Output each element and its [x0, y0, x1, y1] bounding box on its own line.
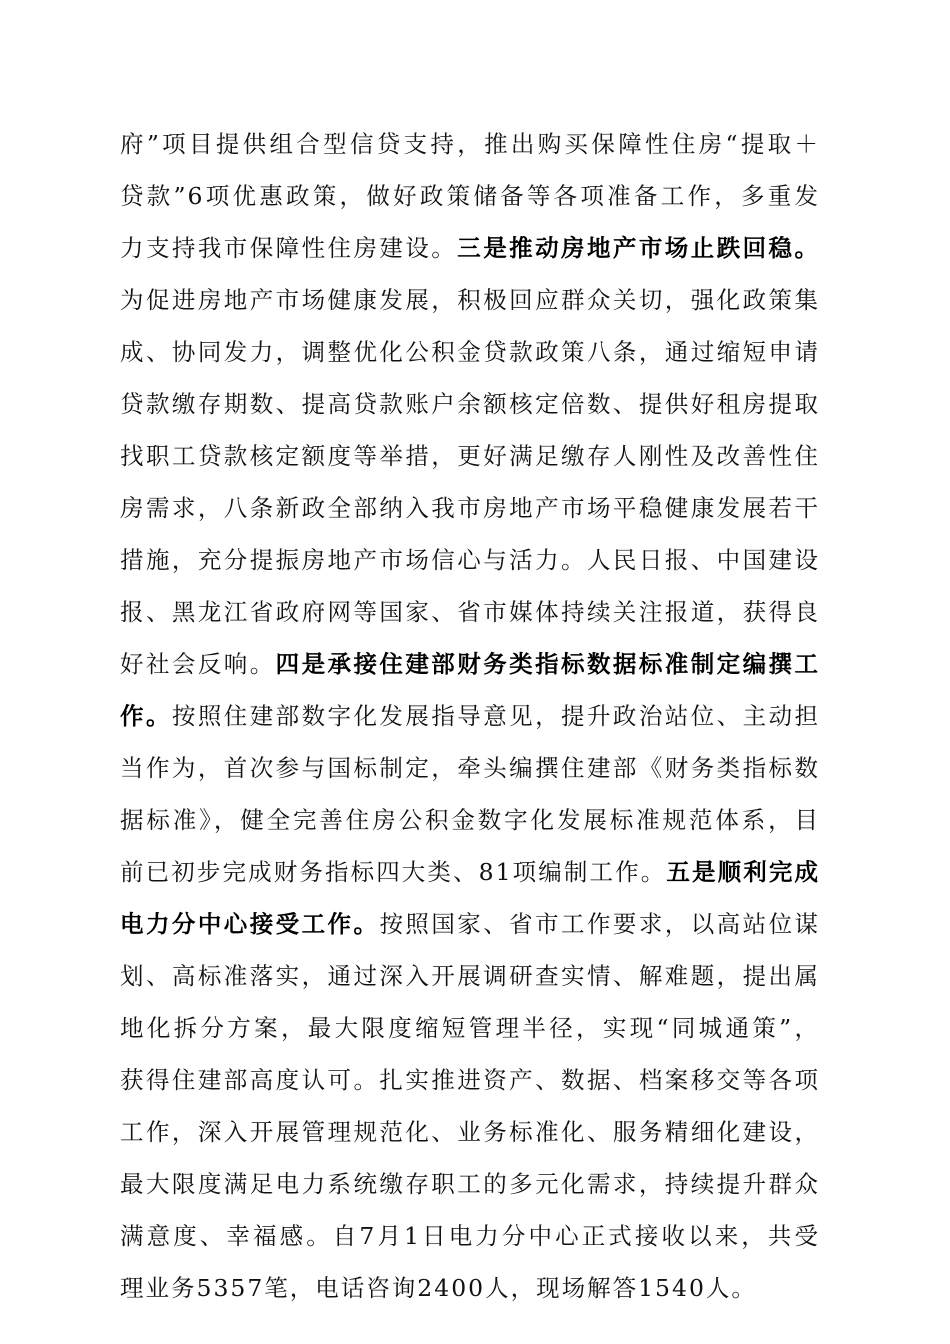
text-line — [120, 222, 820, 274]
text-line — [120, 1262, 820, 1314]
bold-heading-text: 四是承接住建部财务类指标数据标准制定编撰工 — [275, 650, 821, 678]
body-text: 贷款”6项优惠政策，做好政策储备等各项准备工作，多重发 — [120, 182, 820, 210]
text-line — [120, 326, 820, 378]
text-line — [120, 794, 820, 846]
text-line — [120, 846, 820, 898]
body-text: 措施，充分提振房地产市场信心与活力。人民日报、中国建设 — [120, 546, 820, 574]
text-line — [120, 118, 820, 170]
body-text: 府”项目提供组合型信贷支持，推出购买保障性住房“提取＋ — [120, 130, 820, 158]
body-text: 满意度、幸福感。自7月1日电力分中心正式接收以来，共受 — [120, 1222, 820, 1250]
text-line — [120, 274, 820, 326]
body-text: 理业务5357笔，电话咨询2400人，现场解答1540人。 — [120, 1274, 757, 1302]
text-line — [120, 638, 820, 690]
body-text: 按照国家、省市工作要求，以高站位谋 — [379, 910, 821, 938]
text-line — [120, 1002, 820, 1054]
body-text: 力支持我市保障性住房建设。 — [120, 234, 458, 262]
bold-heading-text: 电力分中心接受工作。 — [120, 910, 380, 938]
text-line — [120, 1158, 820, 1210]
text-line — [120, 534, 820, 586]
body-text: 地化拆分方案，最大限度缩短管理半径，实现“同城通策”， — [120, 1014, 820, 1042]
body-text: 房需求，八条新政全部纳入我市房地产市场平稳健康发展若干 — [120, 494, 820, 522]
body-text: 贷款缴存期数、提高贷款账户余额核定倍数、提供好租房提取 — [120, 390, 820, 418]
body-text: 按照住建部数字化发展指导意见，提升政治站位、主动担 — [171, 702, 821, 730]
text-line — [120, 1210, 820, 1262]
text-line — [120, 586, 820, 638]
body-text: 当作为，首次参与国标制定，牵头编撰住建部《财务类指标数 — [120, 754, 820, 782]
text-line — [120, 482, 820, 534]
body-text: 找职工贷款核定额度等举措，更好满足缴存人刚性及改善性住 — [120, 442, 820, 470]
text-line — [120, 378, 820, 430]
body-text: 划、高标准落实，通过深入开展调研查实情、解难题，提出属 — [120, 962, 820, 990]
body-text: 为促进房地产市场健康发展，积极回应群众关切，强化政策集 — [120, 286, 820, 314]
text-line — [120, 742, 820, 794]
bold-heading-text: 三是推动房地产市场止跌回稳。 — [457, 234, 820, 262]
text-line — [120, 170, 820, 222]
body-text: 前已初步完成财务指标四大类、81项编制工作。 — [120, 858, 667, 886]
bold-heading-text: 作。 — [120, 702, 172, 730]
text-line — [120, 690, 820, 742]
body-text: 成、协同发力，调整优化公积金贷款政策八条，通过缩短申请 — [120, 338, 820, 366]
body-text: 最大限度满足电力系统缴存职工的多元化需求，持续提升群众 — [120, 1170, 820, 1198]
text-line — [120, 898, 820, 950]
body-text: 报、黑龙江省政府网等国家、省市媒体持续关注报道，获得良 — [120, 598, 820, 626]
text-line — [120, 1106, 820, 1158]
text-line — [120, 430, 820, 482]
bold-heading-text: 五是顺利完成 — [666, 858, 821, 886]
text-line — [120, 950, 820, 1002]
body-text: 据标准》，健全完善住房公积金数字化发展标准规范体系，目 — [120, 806, 820, 834]
body-paragraph — [120, 118, 820, 1314]
body-text: 好社会反响。 — [120, 650, 276, 678]
text-line — [120, 1054, 820, 1106]
body-text: 获得住建部高度认可。扎实推进资产、数据、档案移交等各项 — [120, 1066, 820, 1094]
body-text: 工作，深入开展管理规范化、业务标准化、服务精细化建设， — [120, 1118, 820, 1146]
